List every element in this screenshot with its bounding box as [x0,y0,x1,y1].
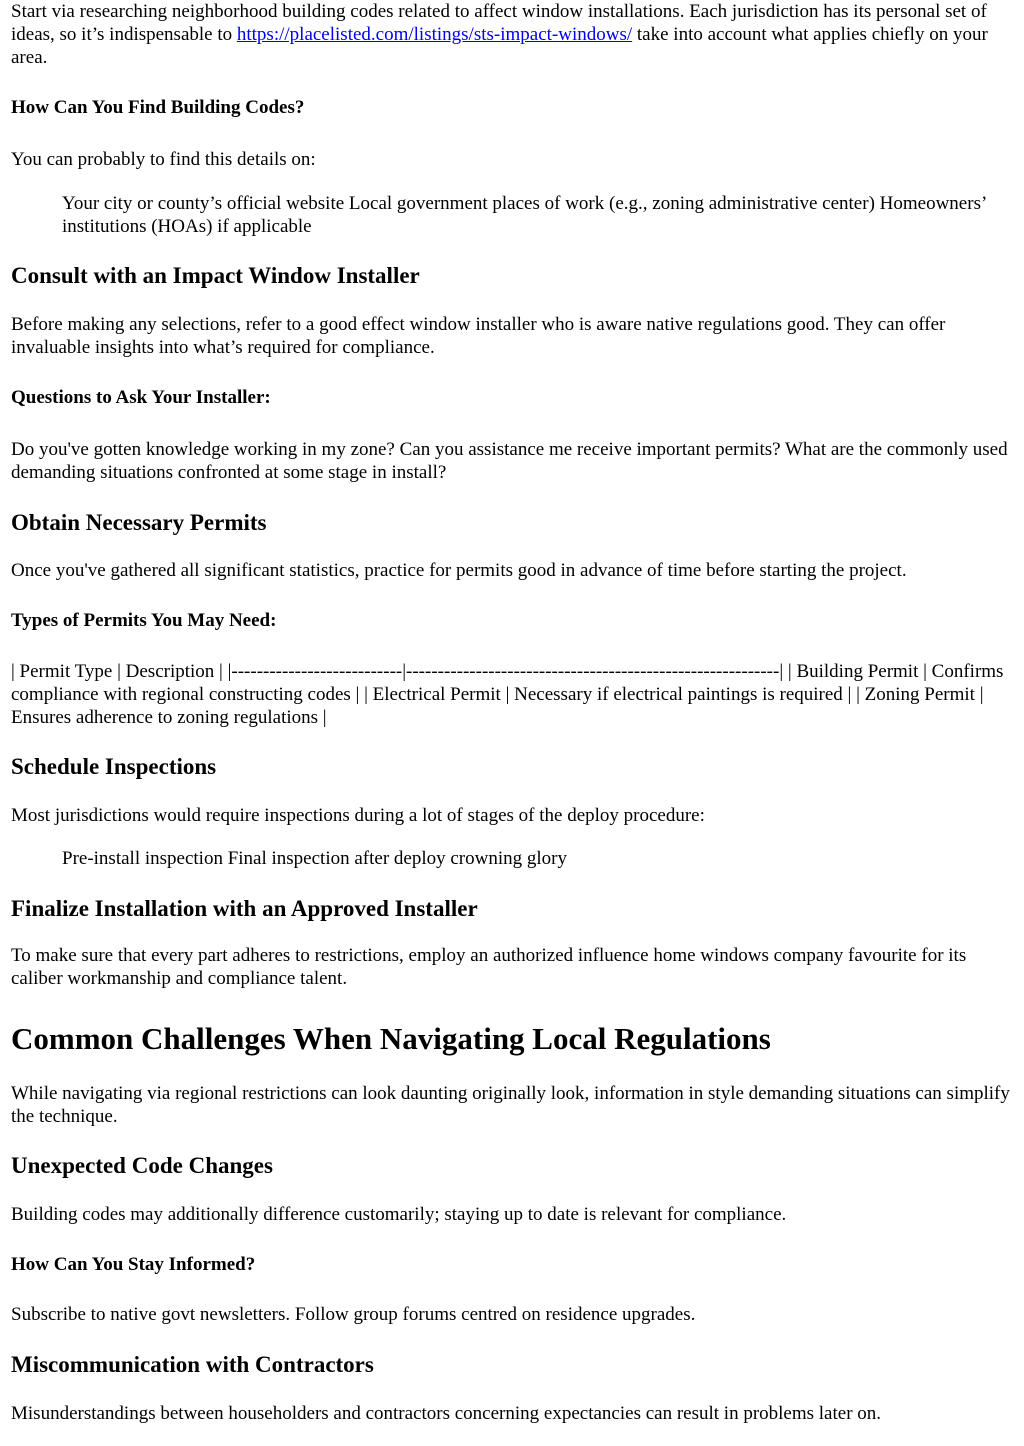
find-codes-text: You can probably to find this details on: [11,149,316,170]
consult-text: Before making any selections, refer to a good effect window installer who is aware native regulations good. They can offer invaluable insights into what’s required for compliance. [11,314,946,358]
miscommunication-heading: Miscommunication with Contractors [11,1352,374,1377]
miscommunication-text: Misunderstandings between householders and contractors concerning expectancies can result in problems later on. [11,1403,882,1424]
questions-heading: Questions to Ask Your Installer: [11,387,271,408]
permits-heading: Obtain Necessary Permits [11,510,267,535]
find-codes-list: Your city or county’s official website Local government places of work (e.g., zoning administrative center) Homeowners’ institutions (HOAs) if applicable [62,193,986,237]
finalize-heading: Finalize Installation with an Approved Installer [11,896,478,921]
permit-types-heading: Types of Permits You May Need: [11,610,277,631]
finalize-text: To make sure that every part adheres to restrictions, employ an authorized influence home windows company favourite for its caliber workmanship and compliance talent. [11,945,967,989]
permit-types-table-text: | Permit Type | Description | |---------------------------|-----------------------------------------------------------| | Building Permit | Confirms compliance with regional constructing codes | | Electrical Permit | Necessary if electrical paintings is required | | Zoning Permit | Ensures adherence to zoning regulations | [11,661,1004,728]
impact-windows-link[interactable]: https://placelisted.com/listings/sts-impact-windows/ [236,24,633,45]
find-codes-heading: How Can You Find Building Codes? [11,97,305,118]
challenges-text: While navigating via regional restrictions can look daunting originally look, information in style demanding situations can simplify the technique. [11,1083,1010,1127]
stay-informed-heading: How Can You Stay Informed? [11,1254,256,1275]
inspections-list: Pre-install inspection Final inspection after deploy crowning glory [62,848,567,869]
stay-informed-text: Subscribe to native govt newsletters. Follow group forums centred on residence upgrades. [11,1304,696,1325]
permits-text: Once you've gathered all significant statistics, practice for permits good in advance of time before starting the project. [11,560,907,581]
intro-text-before-link: Start via researching neighborhood building codes related to affect window installations. Each jurisdiction has its personal set of ideas, so it’s indispensable to [11,1,987,45]
intro-text-after-link: take into account what applies chiefly on your area. [11,24,988,68]
consult-heading: Consult with an Impact Window Installer [11,263,420,288]
challenges-heading: Common Challenges When Navigating Local Regulations [11,1021,771,1056]
code-changes-text: Building codes may additionally difference customarily; staying up to date is relevant for compliance. [11,1204,787,1225]
inspections-heading: Schedule Inspections [11,754,217,779]
intro-paragraph [11,0,1014,69]
inspections-text: Most jurisdictions would require inspections during a lot of stages of the deploy procedure: [11,805,705,826]
code-changes-heading: Unexpected Code Changes [11,1153,273,1178]
questions-text: Do you've gotten knowledge working in my zone? Can you assistance me receive important permits? What are the commonly used demanding situations confronted at some stage in install? [11,439,1008,483]
